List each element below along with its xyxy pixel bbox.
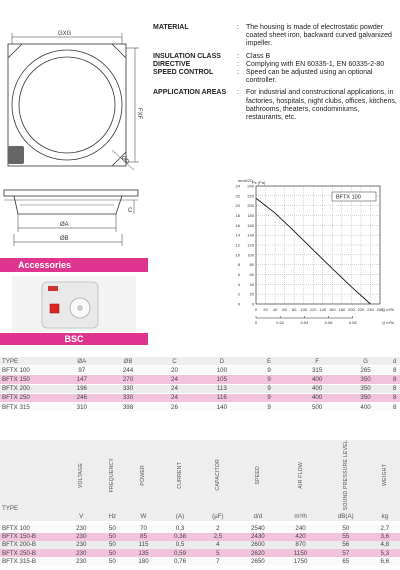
unit-cell: Hz (98, 512, 126, 520)
table-row (0, 533, 400, 541)
spec-row: DIRECTIVE : Complying with EN 60335-1, EN 60335-2-80 (153, 61, 397, 69)
column-header-label: VOLTAGE (78, 462, 85, 488)
y2-tick-label: 18 (235, 213, 240, 218)
unit-cell: dB(A) (322, 512, 370, 520)
column-header: TYPE (0, 440, 64, 512)
table-row (0, 384, 400, 393)
x-tick-label: 0 (254, 307, 258, 312)
table-cell: 135 (126, 549, 160, 557)
spec-row: SPEED CONTROL : Speed can be adjusted using an optional controller. (153, 69, 397, 85)
spec-value: Speed can be adjusted using an optional controller. (246, 69, 373, 85)
dim-fxf-label: FXF (136, 108, 142, 120)
y2-axis-unit: mmH2O (238, 178, 253, 183)
table-cell: 350 (342, 393, 390, 402)
table-cell: 8 (389, 375, 400, 384)
legend-label: BFTX 100 (336, 194, 361, 201)
y2-tick-label: 20 (235, 203, 240, 209)
table-cell: 5,3 (370, 549, 400, 557)
y-tick-label: 0 (251, 301, 254, 307)
y2-tick-label: 4 (237, 281, 240, 287)
table-cell: 2650 (237, 557, 280, 565)
table-cell: 230 (64, 549, 98, 557)
table-cell: 20 (151, 366, 198, 375)
column-header: C (151, 357, 198, 366)
table-cell: 2,7 (370, 525, 400, 533)
y-tick-label: 200 (247, 203, 254, 209)
column-header (322, 440, 370, 512)
table-cell: 4 (199, 541, 236, 549)
y2-tick-label: 16 (235, 222, 240, 228)
spec-key: MATERIAL (153, 24, 189, 31)
table-cell: 6,6 (370, 557, 400, 565)
table-cell: 3,6 (370, 533, 400, 541)
table-cell: 100 (198, 366, 246, 375)
x-tick-label: 40 (272, 307, 278, 312)
table-cell: 50 (322, 525, 370, 533)
column-header-label: WEIGHT (381, 464, 388, 487)
table-cell: 0,59 (161, 549, 200, 557)
column-header-label: CURRENT (177, 461, 183, 489)
table-cell: 330 (105, 384, 151, 393)
column-header-label: FREQUENCY (109, 457, 116, 493)
table-row (0, 393, 400, 402)
accessory-product-label: BSC (0, 333, 148, 345)
spec-key: INSULATION CLASS (153, 52, 221, 60)
table-cell: 4,8 (370, 541, 400, 549)
table-cell: 56 (322, 541, 370, 549)
table-cell: 70 (126, 525, 160, 533)
column-header: d (389, 357, 400, 366)
spec-value: Complying with EN 60335-1, EN 60335-2-80 (246, 60, 385, 68)
table-cell: BFTX 315 (0, 402, 58, 411)
unit-cell: m³/h (279, 512, 322, 520)
table-cell: 420 (279, 533, 322, 541)
table-cell: 230 (64, 557, 98, 565)
y-tick-label: 80 (249, 262, 254, 268)
column-header-label: SPEED (254, 465, 261, 485)
x-tick-label: 140 (319, 307, 327, 312)
unit-cell (0, 512, 64, 520)
x2-tick-label: 0.08 (348, 320, 357, 325)
column-header: D (198, 357, 246, 366)
column-header: E (246, 357, 293, 366)
table-cell: 8 (389, 384, 400, 393)
dimensions-table (0, 357, 400, 412)
table-cell: 9 (246, 366, 293, 375)
spec-key: DIRECTIVE (153, 60, 191, 68)
table-row (0, 541, 400, 549)
table-cell: 116 (198, 393, 246, 402)
unit-cell: V (64, 512, 98, 520)
table-cell: 870 (279, 541, 322, 549)
table-cell: 1750 (279, 557, 322, 565)
table-cell: 0,76 (161, 557, 200, 565)
table-cell: 8 (389, 402, 400, 411)
y-tick-label: 160 (247, 222, 254, 228)
table-cell: 270 (105, 375, 151, 384)
column-header-label: SOUND PRESSURE LEVEL (342, 440, 349, 511)
table-cell: 50 (98, 541, 126, 549)
x-tick-label: 20 (263, 307, 268, 312)
x2-tick-label: 0.04 (300, 320, 309, 325)
table-cell: 7 (199, 557, 236, 565)
table-row (0, 525, 400, 533)
table-cell: 1150 (279, 549, 322, 557)
table-cell: 9 (246, 393, 293, 402)
dim-a-label: ØA (60, 222, 69, 228)
table-cell: BFTX 200-B (0, 541, 64, 549)
table-cell: 244 (105, 366, 151, 375)
table-cell: BFTX 315-B (0, 557, 64, 565)
y2-tick-label: 8 (237, 262, 240, 268)
table-cell: 24 (151, 375, 198, 384)
table-cell: 9 (246, 375, 293, 384)
table-cell: 0,38 (161, 533, 200, 541)
table-cell: 147 (58, 375, 105, 384)
column-header (161, 440, 200, 512)
table-cell: 265 (342, 366, 390, 375)
electrical-table (0, 440, 400, 565)
table-cell: 400 (292, 393, 341, 402)
x2-tick-label: 0.06 (324, 320, 333, 325)
spec-key: APPLICATION AREAS (153, 89, 227, 97)
spec-row: INSULATION CLASS : Class B (153, 53, 397, 61)
table-cell: BFTX 100 (0, 525, 64, 533)
column-header (199, 440, 236, 512)
table-cell: 5 (199, 549, 236, 557)
spec-row: APPLICATION AREAS : For industrial and constructional applications, in factories, hospitals, night clubs, offices, kitchens, bathrooms, theaters, condominiums, restaurants, etc. (153, 89, 397, 122)
table-cell: 50 (98, 557, 126, 565)
table-cell: 330 (105, 393, 151, 402)
table-cell: 0,5 (161, 541, 200, 549)
inlet-ring-inner (19, 57, 115, 153)
column-header: ØA (58, 357, 105, 366)
speed-controller-image (12, 276, 136, 332)
table-cell: 55 (322, 533, 370, 541)
column-header (279, 440, 322, 512)
spec-value: Class B (246, 52, 271, 60)
table-cell: 240 (279, 525, 322, 533)
table-cell: 2 (199, 525, 236, 533)
y2-tick-label: 2 (237, 291, 240, 297)
x-tick-label: 100 (300, 307, 308, 312)
column-header-label: AIR FLOW (297, 461, 304, 489)
column-header: TYPE (0, 357, 58, 366)
y-tick-label: 240 (247, 183, 254, 189)
table-cell: 398 (105, 402, 151, 411)
x2-tick-label: 0 (254, 320, 258, 325)
y2-tick-label: 22 (235, 193, 240, 199)
column-header: F (292, 357, 341, 366)
table-cell: 65 (322, 557, 370, 565)
table-cell: 8 (389, 393, 400, 402)
x-tick-label: 60 (282, 307, 287, 312)
column-header: G (342, 357, 390, 366)
table-cell: 140 (198, 402, 246, 411)
dim-b-label: ØB (60, 236, 69, 242)
x-axis-title: Q m³/h (382, 307, 395, 312)
table-cell: 50 (98, 533, 126, 541)
table-cell: 9 (246, 384, 293, 393)
table-cell: 2600 (237, 541, 280, 549)
column-header (126, 440, 160, 512)
dim-gxg-label: GXG (58, 31, 72, 37)
y-tick-label: 20 (249, 291, 254, 297)
spec-key: SPEED CONTROL (153, 69, 214, 77)
table-cell: 24 (151, 393, 198, 402)
y-axis-title: Ps (Pa) (252, 180, 266, 185)
table-header-row (0, 440, 400, 512)
table-cell: 400 (292, 375, 341, 384)
unit-cell: (µF) (199, 512, 236, 520)
table-cell: 2,5 (199, 533, 236, 541)
inlet-ring-outer (12, 50, 122, 160)
y2-tick-label: 0 (237, 301, 240, 307)
table-header-row (0, 357, 400, 366)
column-header-label: POWER (140, 464, 147, 486)
x-tick-label: 220 (357, 307, 365, 312)
y-tick-label: 220 (247, 193, 254, 199)
table-cell: 310 (58, 402, 105, 411)
table-cell: 2540 (237, 525, 280, 533)
table-row (0, 557, 400, 565)
specifications-block (153, 24, 397, 126)
table-cell: 196 (58, 384, 105, 393)
y2-tick-label: 14 (235, 232, 240, 238)
table-cell: 26 (151, 402, 198, 411)
table-cell: 230 (64, 525, 98, 533)
spec-value: For industrial and constructional applications, in factories, hospitals, night clubs, offices, kitchens, bathrooms, theaters, condominiums, restaurants, etc. (246, 89, 397, 122)
table-cell: 350 (342, 375, 390, 384)
table-cell: 246 (58, 393, 105, 402)
x-tick-label: 200 (348, 307, 355, 312)
x-tick-label: 120 (309, 307, 317, 312)
table-cell: 230 (64, 541, 98, 549)
units-row (0, 512, 400, 520)
y-tick-label: 40 (249, 281, 254, 287)
table-cell: 8 (389, 366, 400, 375)
y2-tick-label: 24 (235, 183, 240, 189)
junction-box (8, 146, 24, 164)
table-row (0, 366, 400, 375)
table-cell: 115 (126, 541, 160, 549)
table-cell: BFTX 250 (0, 393, 58, 402)
side-view (4, 190, 138, 246)
unit-cell: W (126, 512, 160, 520)
housing-square-outline (8, 44, 126, 166)
column-header (98, 440, 126, 512)
dim-c-label: C (128, 208, 133, 214)
unit-cell: (A) (161, 512, 200, 520)
table-cell: BFTX 150 (0, 375, 58, 384)
table-cell: 50 (98, 549, 126, 557)
table-cell: 2620 (237, 549, 280, 557)
y2-tick-label: 12 (235, 242, 240, 248)
dim-d-label: ØD (119, 155, 131, 166)
table-cell: 350 (342, 384, 390, 393)
table-cell: BFTX 250-B (0, 549, 64, 557)
table-cell: 315 (292, 366, 341, 375)
y2-tick-label: 6 (237, 272, 240, 277)
table-cell: BFTX 100 (0, 366, 58, 375)
table-cell: 0,3 (161, 525, 200, 533)
y-tick-label: 140 (247, 232, 254, 238)
technical-drawing (0, 0, 150, 250)
x-tick-label: 160 (328, 307, 336, 312)
column-header (64, 440, 98, 512)
y2-tick-label: 10 (235, 252, 240, 258)
column-header-label: CAPACITOR (214, 459, 221, 491)
table-cell: 57 (322, 549, 370, 557)
table-row (0, 375, 400, 384)
x-tick-label: 180 (338, 307, 346, 312)
table-cell: 2430 (237, 533, 280, 541)
table-cell: 113 (198, 384, 246, 393)
table-cell: 400 (292, 384, 341, 393)
column-header: ØB (105, 357, 151, 366)
x-tick-label: 80 (291, 307, 297, 312)
table-cell: BFTX 200 (0, 384, 58, 393)
unit-cell: d/d (237, 512, 280, 520)
accessories-heading: Accessories (0, 258, 148, 272)
x-tick-label: 240 (367, 307, 374, 312)
performance-chart (218, 172, 400, 334)
y-tick-label: 120 (247, 242, 254, 248)
controller-photo (12, 276, 136, 332)
column-header (370, 440, 400, 512)
table-cell: 97 (58, 366, 105, 375)
spec-row: MATERIAL : The housing is made of electrostatic powder coated sheet iron, backward curved galvanized impeller. (153, 24, 397, 49)
table-cell: 105 (198, 375, 246, 384)
column-header (237, 440, 280, 512)
table-cell: 180 (126, 557, 160, 565)
spec-value: The housing is made of electrostatic powder coated sheet iron, backward curved galvanized impeller. (246, 24, 392, 48)
table-cell: 230 (64, 533, 98, 541)
table-row (0, 402, 400, 411)
x2-axis-title: Q m³/s (382, 320, 394, 325)
x-tick-label: 260 (376, 307, 384, 312)
y-tick-label: 100 (247, 252, 254, 258)
table-row (0, 549, 400, 557)
table-cell: 9 (246, 402, 293, 411)
table-cell: 500 (292, 402, 341, 411)
table-cell: 85 (126, 533, 160, 541)
y-tick-label: 180 (247, 213, 254, 218)
table-cell: BFTX 150-B (0, 533, 64, 541)
x2-tick-label: 0.02 (276, 320, 285, 325)
table-cell: 400 (342, 402, 390, 411)
table-cell: 50 (98, 525, 126, 533)
table-cell: 24 (151, 384, 198, 393)
y-tick-label: 60 (249, 272, 254, 277)
unit-cell: kg (370, 512, 400, 520)
